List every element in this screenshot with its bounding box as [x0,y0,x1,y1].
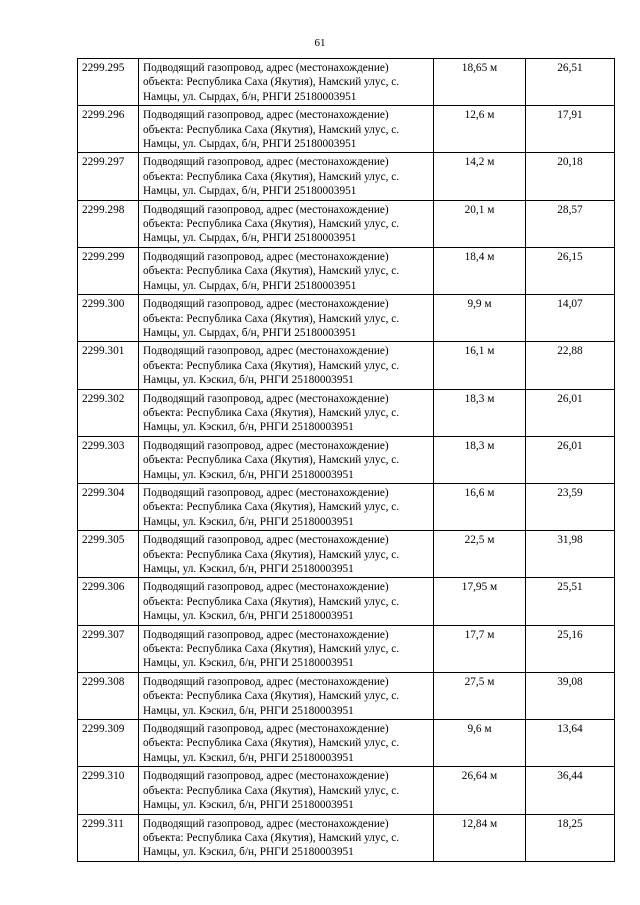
table-row [78,625,615,672]
length-cell: 9,6 м [434,720,526,767]
table-row [78,106,615,153]
value-cell: 20,18 [526,153,615,200]
table-row [78,578,615,625]
value-cell: 26,01 [526,389,615,436]
row-number-cell: 2299.299 [78,247,139,294]
row-number-cell: 2299.307 [78,625,139,672]
row-number-cell: 2299.308 [78,672,139,719]
value-cell: 18,25 [526,814,615,861]
row-number-cell: 2299.296 [78,106,139,153]
length-cell: 17,7 м [434,625,526,672]
object-description-cell: Подводящий газопровод, адрес (местонахождение) объекта: Республика Саха (Якутия), Намский улус, с. Намцы, ул. Кэскил, б/н, РНГИ 25180003951 [139,720,434,767]
table-row [78,342,615,389]
value-cell: 22,88 [526,342,615,389]
value-cell: 25,51 [526,578,615,625]
value-cell: 39,08 [526,672,615,719]
row-number-cell: 2299.300 [78,295,139,342]
length-cell: 22,5 м [434,531,526,578]
object-description-cell: Подводящий газопровод, адрес (местонахождение) объекта: Республика Саха (Якутия), Намский улус, с. Намцы, ул. Кэскил, б/н, РНГИ 25180003951 [139,436,434,483]
row-number-cell: 2299.306 [78,578,139,625]
value-cell: 26,01 [526,436,615,483]
length-cell: 16,1 м [434,342,526,389]
row-number-cell: 2299.309 [78,720,139,767]
object-description-cell: Подводящий газопровод, адрес (местонахождение) объекта: Республика Саха (Якутия), Намский улус, с. Намцы, ул. Сырдах, б/н, РНГИ 25180003951 [139,247,434,294]
table-row [78,720,615,767]
length-cell: 12,84 м [434,814,526,861]
registry-table-body [78,59,615,862]
value-cell: 28,57 [526,200,615,247]
length-cell: 18,3 м [434,436,526,483]
length-cell: 16,6 м [434,483,526,530]
table-row [78,295,615,342]
table-row [78,767,615,814]
table-row [78,483,615,530]
value-cell: 25,16 [526,625,615,672]
length-cell: 18,65 м [434,59,526,106]
length-cell: 20,1 м [434,200,526,247]
length-cell: 18,4 м [434,247,526,294]
table-row [78,153,615,200]
row-number-cell: 2299.305 [78,531,139,578]
object-description-cell: Подводящий газопровод, адрес (местонахождение) объекта: Республика Саха (Якутия), Намский улус, с. Намцы, ул. Кэскил, б/н, РНГИ 25180003951 [139,531,434,578]
value-cell: 26,15 [526,247,615,294]
object-description-cell: Подводящий газопровод, адрес (местонахождение) объекта: Республика Саха (Якутия), Намский улус, с. Намцы, ул. Сырдах, б/н, РНГИ 25180003951 [139,295,434,342]
object-description-cell: Подводящий газопровод, адрес (местонахождение) объекта: Республика Саха (Якутия), Намский улус, с. Намцы, ул. Кэскил, б/н, РНГИ 25180003951 [139,578,434,625]
row-number-cell: 2299.304 [78,483,139,530]
table-row [78,531,615,578]
row-number-cell: 2299.297 [78,153,139,200]
object-description-cell: Подводящий газопровод, адрес (местонахождение) объекта: Республика Саха (Якутия), Намский улус, с. Намцы, ул. Кэскил, б/н, РНГИ 25180003951 [139,814,434,861]
value-cell: 14,07 [526,295,615,342]
table-row [78,672,615,719]
value-cell: 31,98 [526,531,615,578]
row-number-cell: 2299.303 [78,436,139,483]
value-cell: 17,91 [526,106,615,153]
length-cell: 17,95 м [434,578,526,625]
value-cell: 36,44 [526,767,615,814]
object-description-cell: Подводящий газопровод, адрес (местонахождение) объекта: Республика Саха (Якутия), Намский улус, с. Намцы, ул. Кэскил, б/н, РНГИ 25180003951 [139,483,434,530]
row-number-cell: 2299.298 [78,200,139,247]
page-number: 61 [314,37,326,49]
length-cell: 9,9 м [434,295,526,342]
value-cell: 26,51 [526,59,615,106]
row-number-cell: 2299.310 [78,767,139,814]
object-description-cell: Подводящий газопровод, адрес (местонахождение) объекта: Республика Саха (Якутия), Намский улус, с. Намцы, ул. Кэскил, б/н, РНГИ 25180003951 [139,342,434,389]
row-number-cell: 2299.295 [78,59,139,106]
length-cell: 14,2 м [434,153,526,200]
length-cell: 27,5 м [434,672,526,719]
object-description-cell: Подводящий газопровод, адрес (местонахождение) объекта: Республика Саха (Якутия), Намский улус, с. Намцы, ул. Кэскил, б/н, РНГИ 25180003951 [139,767,434,814]
row-number-cell: 2299.311 [78,814,139,861]
object-description-cell: Подводящий газопровод, адрес (местонахождение) объекта: Республика Саха (Якутия), Намский улус, с. Намцы, ул. Сырдах, б/н, РНГИ 25180003951 [139,200,434,247]
value-cell: 23,59 [526,483,615,530]
length-cell: 12,6 м [434,106,526,153]
table-row [78,436,615,483]
length-cell: 26,64 м [434,767,526,814]
object-description-cell: Подводящий газопровод, адрес (местонахождение) объекта: Республика Саха (Якутия), Намский улус, с. Намцы, ул. Кэскил, б/н, РНГИ 25180003951 [139,389,434,436]
value-cell: 13,64 [526,720,615,767]
object-description-cell: Подводящий газопровод, адрес (местонахождение) объекта: Республика Саха (Якутия), Намский улус, с. Намцы, ул. Сырдах, б/н, РНГИ 25180003951 [139,106,434,153]
registry-table [77,58,615,862]
table-row [78,247,615,294]
table-row [78,200,615,247]
table-row [78,389,615,436]
table-row [78,814,615,861]
object-description-cell: Подводящий газопровод, адрес (местонахождение) объекта: Республика Саха (Якутия), Намский улус, с. Намцы, ул. Кэскил, б/н, РНГИ 25180003951 [139,625,434,672]
object-description-cell: Подводящий газопровод, адрес (местонахождение) объекта: Республика Саха (Якутия), Намский улус, с. Намцы, ул. Кэскил, б/н, РНГИ 25180003951 [139,672,434,719]
object-description-cell: Подводящий газопровод, адрес (местонахождение) объекта: Республика Саха (Якутия), Намский улус, с. Намцы, ул. Сырдах, б/н, РНГИ 25180003951 [139,59,434,106]
table-row [78,59,615,106]
object-description-cell: Подводящий газопровод, адрес (местонахождение) объекта: Республика Саха (Якутия), Намский улус, с. Намцы, ул. Сырдах, б/н, РНГИ 25180003951 [139,153,434,200]
row-number-cell: 2299.301 [78,342,139,389]
row-number-cell: 2299.302 [78,389,139,436]
length-cell: 18,3 м [434,389,526,436]
